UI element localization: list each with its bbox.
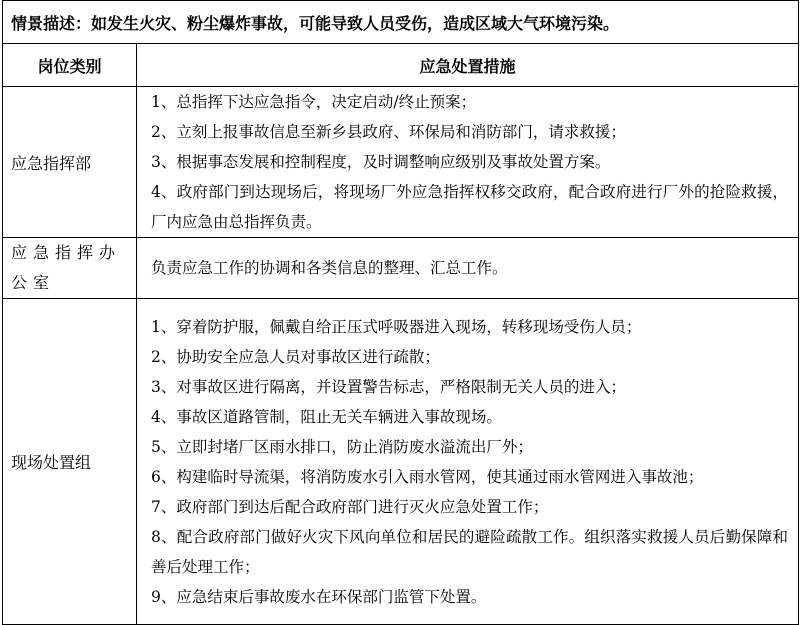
header-measures: 应急处置措施 xyxy=(137,44,799,87)
header-role: 岗位类别 xyxy=(3,44,137,87)
measure-item: 1、穿着防护服，佩戴自给正压式呼吸器进入现场，转移现场受伤人员； xyxy=(151,317,642,336)
measure-item: 4、政府部门到达现场后，将现场厂外应急指挥权移交政府，配合政府进行厂外的抢险救援，厂内应急由总指挥负责。 xyxy=(151,183,789,231)
role-onsite-team: 现场处置组 xyxy=(3,299,137,625)
measure-item: 2、协助安全应急人员对事故区进行疏散； xyxy=(151,347,440,366)
table-row xyxy=(3,87,799,238)
measures-onsite-team xyxy=(137,299,799,625)
scenario-row xyxy=(3,1,799,44)
measures-command-center xyxy=(137,87,799,238)
table-row xyxy=(3,299,799,625)
measure-item: 5、立即封堵厂区雨水排口，防止消防废水溢流出厂外； xyxy=(151,437,533,456)
measure-item: 1、总指挥下达应急指令，决定启动/终止预案； xyxy=(151,93,477,111)
header-row xyxy=(3,44,799,87)
measure-item: 3、根据事态发展和控制程度，及时调整响应级别及事故处置方案。 xyxy=(151,153,611,171)
measure-item: 3、对事故区进行隔离，并设置警告标志，严格限制无关人员的进入； xyxy=(151,377,626,396)
role-command-center: 应急指挥部 xyxy=(3,87,137,238)
measure-item: 7、政府部门到达后配合政府部门进行灭火应急处置工作； xyxy=(151,497,549,516)
measure-item: 负责应急工作的协调和各类信息的整理、汇总工作。 xyxy=(151,259,508,277)
role-command-office: 应急指挥办公室 xyxy=(3,238,137,299)
measures-command-office xyxy=(137,238,799,299)
measure-item: 8、配合政府部门做好火灾下风向单位和居民的避险疏散工作。组织落实救援人员后勤保障和善后处理工作； xyxy=(151,527,789,576)
measure-item: 9、应急结束后事故废水在环保部门监管下处置。 xyxy=(151,587,487,606)
table-row xyxy=(3,238,799,299)
measure-item: 6、构建临时导流渠，将消防废水引入雨水管网，使其通过雨水管网进入事故池； xyxy=(151,467,704,486)
emergency-response-table xyxy=(2,0,799,625)
scenario-description: 情景描述：如发生火灾、粉尘爆炸事故，可能导致人员受伤，造成区域大气环境污染。 xyxy=(3,1,799,44)
measure-item: 2、立刻上报事故信息至新乡县政府、环保局和消防部门，请求救援； xyxy=(151,123,626,141)
measure-item: 4、事故区道路管制，阻止无关车辆进入事故现场。 xyxy=(151,407,502,426)
